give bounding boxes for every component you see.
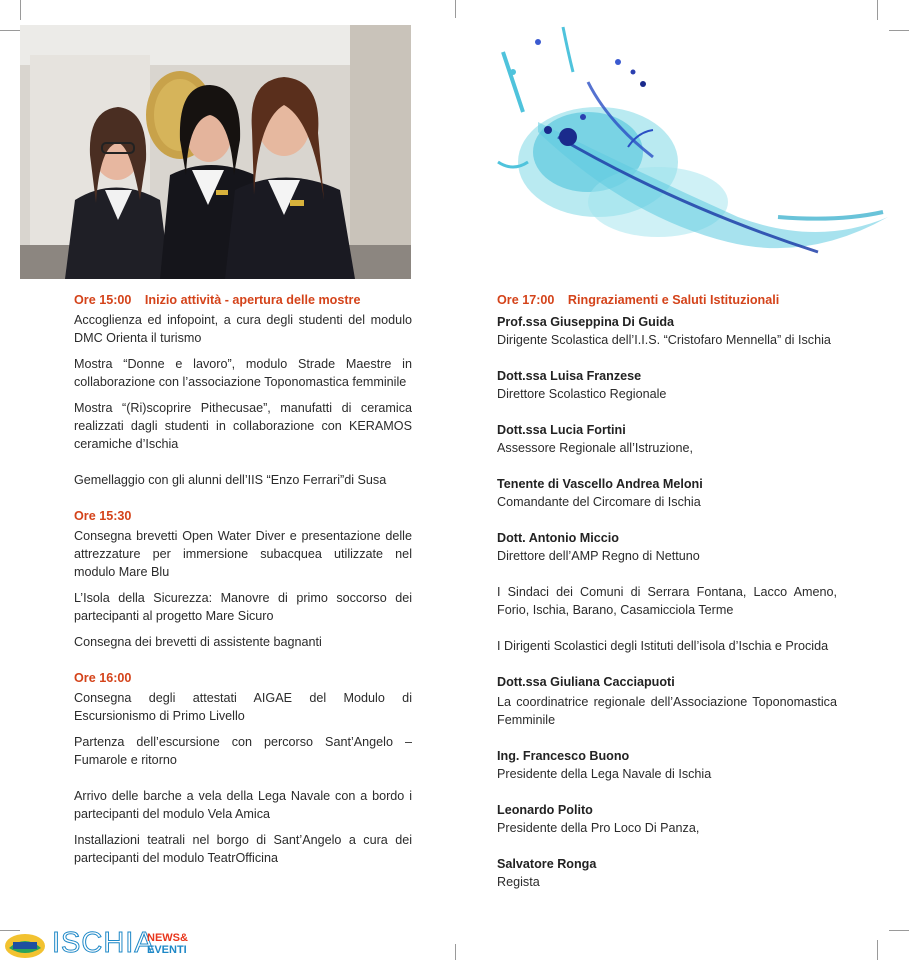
speaker-role: Regista xyxy=(497,875,540,889)
program-item: Accoglienza ed infopoint, a cura degli studenti del modulo DMC Orienta il turismo xyxy=(74,313,412,345)
speaker-role: I Dirigenti Scolastici degli Istituti dell’isola d’Ischia e Procida xyxy=(497,639,829,653)
speaker-name: Dott.ssa Lucia Fortini xyxy=(497,423,626,437)
section-time: Ore 17:00 xyxy=(497,293,555,307)
program-item: Installazioni teatrali nel borgo di Sant’Angelo a cura dei partecipanti del modulo TeatrOfficina xyxy=(74,833,412,865)
program-item: L’Isola della Sicurezza: Manovre di primo soccorso dei partecipanti al progetto Mare Sicuro xyxy=(74,591,412,623)
crop-mark xyxy=(877,940,878,960)
speaker-name: Ing. Francesco Buono xyxy=(497,749,630,763)
section-time: Ore 16:00 xyxy=(74,671,132,685)
section-heading xyxy=(74,669,412,687)
speaker-name: Dott. Antonio Miccio xyxy=(497,531,619,545)
speaker-role: Direttore Scolastico Regionale xyxy=(497,387,667,401)
program-item: Arrivo delle barche a vela della Lega Navale con a bordo i partecipanti del modulo Vela Amica xyxy=(74,789,412,821)
speaker-role: Direttore dell’AMP Regno di Nettuno xyxy=(497,549,700,563)
speaker-role: La coordinatrice regionale dell’Associazione Toponomastica Femminile xyxy=(497,695,837,727)
crop-mark xyxy=(20,0,21,20)
speaker-block xyxy=(497,313,837,349)
speaker-role: Presidente della Pro Loco Di Panza, xyxy=(497,821,700,835)
speaker-block xyxy=(497,747,837,783)
program-left-column xyxy=(74,291,412,867)
watercolor-splash-illustration xyxy=(478,12,893,267)
speaker-role: Presidente della Lega Navale di Ischia xyxy=(497,767,712,781)
program-item: Gemellaggio con gli alunni dell’IIS “Enzo Ferrari”di Susa xyxy=(74,473,387,487)
program-right-column xyxy=(497,291,837,891)
program-item: Consegna brevetti Open Water Diver e presentazione delle attrezzature per immersione subacquea utilizzate nel modulo Mare Blu xyxy=(74,529,412,579)
crop-mark xyxy=(455,944,456,960)
speaker-role: Comandante del Circomare di Ischia xyxy=(497,495,701,509)
program-item: Consegna degli attestati AIGAE del Modulo di Escursionismo di Primo Livello xyxy=(74,691,412,723)
speaker-role: Dirigente Scolastica dell’I.I.S. “Cristofaro Mennella” di Ischia xyxy=(497,333,831,347)
section-time: Ore 15:00 xyxy=(74,293,132,307)
speaker-name: Leonardo Polito xyxy=(497,803,593,817)
speaker-block xyxy=(497,367,837,403)
speaker-block xyxy=(497,673,837,729)
section-title: Inizio attività - apertura delle mostre xyxy=(144,293,361,307)
section-title: Ringraziamenti e Saluti Istituzionali xyxy=(567,293,780,307)
speaker-block xyxy=(497,475,837,511)
speaker-role: I Sindaci dei Comuni di Serrara Fontana, Lacco Ameno, Forio, Ischia, Barano, Casamicciola Terme xyxy=(497,585,837,617)
speaker-role: Assessore Regionale all’Istruzione, xyxy=(497,441,694,455)
speaker-block xyxy=(497,801,837,837)
group-photo xyxy=(20,25,411,279)
speaker-name: Prof.ssa Giuseppina Di Guida xyxy=(497,315,675,329)
program-item: Mostra “Donne e lavoro”, modulo Strade Maestre in collaborazione con l’associazione Toponomastica femminile xyxy=(74,357,412,389)
logo-badge-icon xyxy=(3,930,47,960)
program-item: Consegna dei brevetti di assistente bagnanti xyxy=(74,635,322,649)
section-heading xyxy=(74,291,412,309)
logo-news-text: NEWS& xyxy=(147,932,188,944)
speaker-block xyxy=(497,855,837,891)
crop-mark xyxy=(0,30,20,31)
section-heading xyxy=(74,507,412,525)
section-time: Ore 15:30 xyxy=(74,509,132,523)
speaker-name: Dott.ssa Luisa Franzese xyxy=(497,369,642,383)
program-item: Mostra “(Ri)scoprire Pithecusae”, manufatti di ceramica realizzati dagli studenti in collaborazione con KERAMOS ceramiche d’Ischia xyxy=(74,401,412,451)
crop-mark xyxy=(889,930,909,931)
speaker-block xyxy=(497,529,837,565)
ischia-news-logo xyxy=(0,926,210,960)
section-heading xyxy=(497,291,837,309)
speaker-name: Dott.ssa Giuliana Cacciapuoti xyxy=(497,675,675,689)
speaker-block xyxy=(497,421,837,457)
crop-mark xyxy=(455,0,456,18)
speaker-name: Salvatore Ronga xyxy=(497,857,597,871)
program-item: Partenza dell’escursione con percorso Sant’Angelo – Fumarole e ritorno xyxy=(74,735,412,767)
logo-eventi-text: EVENTI xyxy=(147,944,187,956)
logo-ischia-text: ISCHIA xyxy=(52,927,155,959)
speaker-name: Tenente di Vascello Andrea Meloni xyxy=(497,477,703,491)
